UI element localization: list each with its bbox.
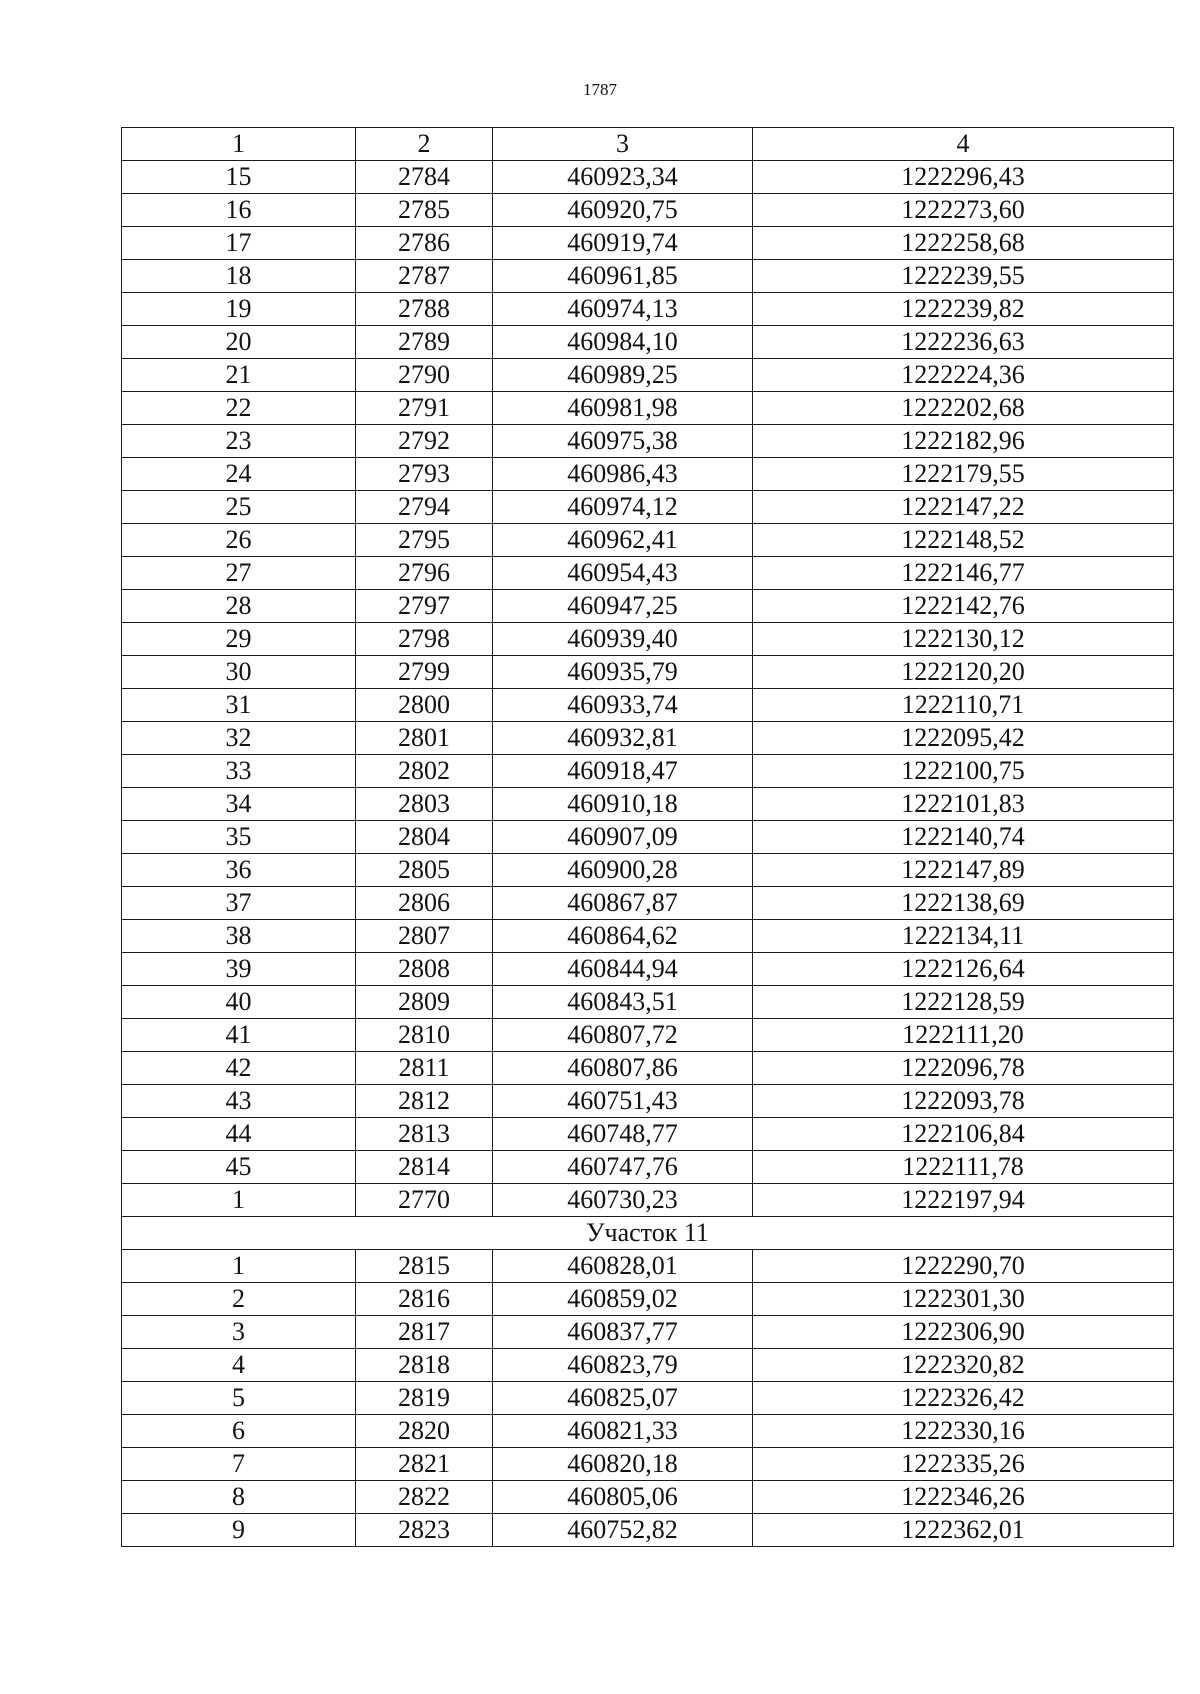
table-cell: 460807,72 — [493, 1019, 753, 1052]
table-cell: 17 — [122, 227, 356, 260]
table-cell: 1222147,22 — [753, 491, 1174, 524]
table-row — [122, 1316, 1174, 1349]
table-cell: 28 — [122, 590, 356, 623]
table-cell: 1222182,96 — [753, 425, 1174, 458]
table-cell: 2822 — [356, 1481, 493, 1514]
table-cell: 18 — [122, 260, 356, 293]
table-cell: 2790 — [356, 359, 493, 392]
table-cell: 2 — [122, 1283, 356, 1316]
table-cell: 460752,82 — [493, 1514, 753, 1547]
table-cell: 1222138,69 — [753, 887, 1174, 920]
table-cell: 460859,02 — [493, 1283, 753, 1316]
coordinates-table — [121, 127, 1174, 1547]
table-cell: 460748,77 — [493, 1118, 753, 1151]
table-cell: 1222110,71 — [753, 689, 1174, 722]
table-cell: 32 — [122, 722, 356, 755]
table-cell: 460807,86 — [493, 1052, 753, 1085]
table-cell: 1222335,26 — [753, 1448, 1174, 1481]
table-cell: 2818 — [356, 1349, 493, 1382]
table-cell: 1222140,74 — [753, 821, 1174, 854]
table-row — [122, 1085, 1174, 1118]
header-cell: 1 — [122, 128, 356, 161]
table-row — [122, 722, 1174, 755]
table-cell: 2787 — [356, 260, 493, 293]
table-cell: 1222093,78 — [753, 1085, 1174, 1118]
table-cell: 1222202,68 — [753, 392, 1174, 425]
table-cell: 26 — [122, 524, 356, 557]
table-cell: 460867,87 — [493, 887, 753, 920]
table-cell: 460933,74 — [493, 689, 753, 722]
table-cell: 2797 — [356, 590, 493, 623]
table-cell: 460843,51 — [493, 986, 753, 1019]
table-cell: 8 — [122, 1481, 356, 1514]
table-cell: 30 — [122, 656, 356, 689]
table-cell: 1222130,12 — [753, 623, 1174, 656]
table-row — [122, 854, 1174, 887]
table-cell: 1222224,36 — [753, 359, 1174, 392]
table-cell: 460961,85 — [493, 260, 753, 293]
table-row — [122, 227, 1174, 260]
table-cell: 2804 — [356, 821, 493, 854]
table-cell: 460984,10 — [493, 326, 753, 359]
table-cell: 1222326,42 — [753, 1382, 1174, 1415]
table-cell: 1222330,16 — [753, 1415, 1174, 1448]
table-cell: 44 — [122, 1118, 356, 1151]
table-row — [122, 887, 1174, 920]
table-cell: 1222106,84 — [753, 1118, 1174, 1151]
table-cell: 460975,38 — [493, 425, 753, 458]
table-cell: 2813 — [356, 1118, 493, 1151]
table-cell: 31 — [122, 689, 356, 722]
table-cell: 2789 — [356, 326, 493, 359]
table-cell: 460751,43 — [493, 1085, 753, 1118]
table-row — [122, 590, 1174, 623]
table-cell: 460986,43 — [493, 458, 753, 491]
table-cell: 15 — [122, 161, 356, 194]
page-number: 1787 — [583, 80, 617, 99]
header-cell: 2 — [356, 128, 493, 161]
header-cell: 3 — [493, 128, 753, 161]
table-cell: 23 — [122, 425, 356, 458]
table-cell: 2811 — [356, 1052, 493, 1085]
table-cell: 1222236,63 — [753, 326, 1174, 359]
table-row — [122, 1349, 1174, 1382]
table-cell: 2814 — [356, 1151, 493, 1184]
table-row — [122, 788, 1174, 821]
table-cell: 460837,77 — [493, 1316, 753, 1349]
section-title: Участок 11 — [122, 1217, 1174, 1250]
table-cell: 460844,94 — [493, 953, 753, 986]
table-cell: 2788 — [356, 293, 493, 326]
table-row — [122, 260, 1174, 293]
table-cell: 16 — [122, 194, 356, 227]
table-cell: 1222101,83 — [753, 788, 1174, 821]
table-cell: 2791 — [356, 392, 493, 425]
table-row — [122, 359, 1174, 392]
table-cell: 2812 — [356, 1085, 493, 1118]
table-cell: 2806 — [356, 887, 493, 920]
table-cell: 460962,41 — [493, 524, 753, 557]
table-cell: 460910,18 — [493, 788, 753, 821]
table-cell: 2798 — [356, 623, 493, 656]
table-cell: 1222146,77 — [753, 557, 1174, 590]
table-row — [122, 689, 1174, 722]
table-row — [122, 821, 1174, 854]
table-cell: 460932,81 — [493, 722, 753, 755]
table-row — [122, 1052, 1174, 1085]
table-cell: 460828,01 — [493, 1250, 753, 1283]
table-cell: 21 — [122, 359, 356, 392]
table-row — [122, 425, 1174, 458]
table-row — [122, 1514, 1174, 1547]
table-cell: 41 — [122, 1019, 356, 1052]
table-cell: 34 — [122, 788, 356, 821]
table-row — [122, 491, 1174, 524]
table-cell: 460981,98 — [493, 392, 753, 425]
table-row — [122, 1415, 1174, 1448]
table-cell: 1222111,78 — [753, 1151, 1174, 1184]
table-cell: 460805,06 — [493, 1481, 753, 1514]
table-cell: 460900,28 — [493, 854, 753, 887]
table-cell: 1222148,52 — [753, 524, 1174, 557]
table-cell: 1222095,42 — [753, 722, 1174, 755]
table-cell: 460747,76 — [493, 1151, 753, 1184]
table-cell: 1222100,75 — [753, 755, 1174, 788]
table-cell: 460919,74 — [493, 227, 753, 260]
table-cell: 35 — [122, 821, 356, 854]
table-cell: 1222128,59 — [753, 986, 1174, 1019]
table-cell: 1222296,43 — [753, 161, 1174, 194]
table-cell: 25 — [122, 491, 356, 524]
table-cell: 2810 — [356, 1019, 493, 1052]
table-cell: 2816 — [356, 1283, 493, 1316]
table-row — [122, 953, 1174, 986]
table-cell: 2784 — [356, 161, 493, 194]
table-cell: 460918,47 — [493, 755, 753, 788]
table-cell: 33 — [122, 755, 356, 788]
table-cell: 460939,40 — [493, 623, 753, 656]
table-cell: 460920,75 — [493, 194, 753, 227]
table-row — [122, 458, 1174, 491]
table-cell: 2801 — [356, 722, 493, 755]
table-cell: 29 — [122, 623, 356, 656]
table-cell: 460935,79 — [493, 656, 753, 689]
table-cell: 1222147,89 — [753, 854, 1174, 887]
table-cell: 2803 — [356, 788, 493, 821]
table-cell: 460923,34 — [493, 161, 753, 194]
table-row — [122, 293, 1174, 326]
table-cell: 19 — [122, 293, 356, 326]
table-row — [122, 326, 1174, 359]
table-cell: 24 — [122, 458, 356, 491]
table-row — [122, 1118, 1174, 1151]
table-row — [122, 1250, 1174, 1283]
table-cell: 460825,07 — [493, 1382, 753, 1415]
table-body — [122, 128, 1174, 1547]
table-cell: 1222120,20 — [753, 656, 1174, 689]
table-cell: 460820,18 — [493, 1448, 753, 1481]
table-cell: 1222142,76 — [753, 590, 1174, 623]
table-cell: 460954,43 — [493, 557, 753, 590]
table-cell: 460974,12 — [493, 491, 753, 524]
table-cell: 1222197,94 — [753, 1184, 1174, 1217]
table-cell: 45 — [122, 1151, 356, 1184]
table-cell: 2809 — [356, 986, 493, 1019]
table-cell: 20 — [122, 326, 356, 359]
table-cell: 37 — [122, 887, 356, 920]
table-cell: 460989,25 — [493, 359, 753, 392]
table-cell: 27 — [122, 557, 356, 590]
table-cell: 2820 — [356, 1415, 493, 1448]
table-cell: 2786 — [356, 227, 493, 260]
table-cell: 2821 — [356, 1448, 493, 1481]
table-cell: 6 — [122, 1415, 356, 1448]
table-cell: 2793 — [356, 458, 493, 491]
table-cell: 1 — [122, 1250, 356, 1283]
table-cell: 2799 — [356, 656, 493, 689]
table-row — [122, 524, 1174, 557]
section-row — [122, 1217, 1174, 1250]
table-row — [122, 986, 1174, 1019]
table-row — [122, 557, 1174, 590]
table-cell: 1222134,11 — [753, 920, 1174, 953]
table-cell: 2823 — [356, 1514, 493, 1547]
table-cell: 2805 — [356, 854, 493, 887]
table-cell: 460821,33 — [493, 1415, 753, 1448]
table-cell: 2770 — [356, 1184, 493, 1217]
table-cell: 2792 — [356, 425, 493, 458]
table-cell: 1222111,20 — [753, 1019, 1174, 1052]
table-cell: 2819 — [356, 1382, 493, 1415]
table-cell: 2807 — [356, 920, 493, 953]
table-cell: 38 — [122, 920, 356, 953]
table-cell: 2796 — [356, 557, 493, 590]
table-cell: 40 — [122, 986, 356, 1019]
table-cell: 1222096,78 — [753, 1052, 1174, 1085]
table-cell: 42 — [122, 1052, 356, 1085]
table-cell: 460730,23 — [493, 1184, 753, 1217]
table-cell: 3 — [122, 1316, 356, 1349]
table-cell: 2800 — [356, 689, 493, 722]
table-cell: 1222126,64 — [753, 953, 1174, 986]
table-cell: 460974,13 — [493, 293, 753, 326]
table-cell: 36 — [122, 854, 356, 887]
table-row — [122, 1019, 1174, 1052]
table-cell: 1222290,70 — [753, 1250, 1174, 1283]
table-cell: 39 — [122, 953, 356, 986]
table-cell: 1222320,82 — [753, 1349, 1174, 1382]
table-cell: 460907,09 — [493, 821, 753, 854]
table-cell: 2802 — [356, 755, 493, 788]
table-row — [122, 194, 1174, 227]
table-cell: 2808 — [356, 953, 493, 986]
table-cell: 460947,25 — [493, 590, 753, 623]
table-cell: 1222306,90 — [753, 1316, 1174, 1349]
table-row — [122, 1382, 1174, 1415]
table-cell: 1222273,60 — [753, 194, 1174, 227]
table-cell: 1 — [122, 1184, 356, 1217]
table-cell: 2794 — [356, 491, 493, 524]
table-row — [122, 656, 1174, 689]
table-row — [122, 920, 1174, 953]
table-cell: 460864,62 — [493, 920, 753, 953]
table-row — [122, 755, 1174, 788]
table-row — [122, 1283, 1174, 1316]
table-cell: 2817 — [356, 1316, 493, 1349]
table-cell: 5 — [122, 1382, 356, 1415]
header-row — [122, 128, 1174, 161]
table-cell: 2795 — [356, 524, 493, 557]
table-row — [122, 1448, 1174, 1481]
table-row — [122, 1151, 1174, 1184]
table-row — [122, 1184, 1174, 1217]
table-row — [122, 161, 1174, 194]
table-cell: 460823,79 — [493, 1349, 753, 1382]
table-row — [122, 623, 1174, 656]
table-cell: 1222258,68 — [753, 227, 1174, 260]
table-cell: 1222239,55 — [753, 260, 1174, 293]
table-cell: 43 — [122, 1085, 356, 1118]
table-cell: 7 — [122, 1448, 356, 1481]
header-cell: 4 — [753, 128, 1174, 161]
table-cell: 1222362,01 — [753, 1514, 1174, 1547]
table-cell: 4 — [122, 1349, 356, 1382]
table-cell: 1222301,30 — [753, 1283, 1174, 1316]
table-cell: 2815 — [356, 1250, 493, 1283]
table-cell: 2785 — [356, 194, 493, 227]
table-cell: 9 — [122, 1514, 356, 1547]
table-cell: 1222179,55 — [753, 458, 1174, 491]
table-row — [122, 1481, 1174, 1514]
table-cell: 1222239,82 — [753, 293, 1174, 326]
table-row — [122, 392, 1174, 425]
table-cell: 1222346,26 — [753, 1481, 1174, 1514]
table-cell: 22 — [122, 392, 356, 425]
